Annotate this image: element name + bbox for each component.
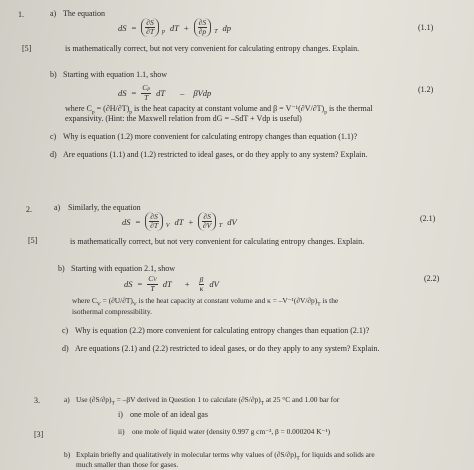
q2-c-label: c): [62, 326, 69, 335]
q2-d-text: Are equations (2.1) and (2.2) restricted to ideal gases, or do they apply to any system? Explain.: [75, 344, 380, 353]
partial-derivative: $\frac{\partial S}{\partial p}$: [194, 18, 212, 37]
q1-a-text2: is mathematically correct, but not very convenient for calculating entropy changes. Explain.: [65, 44, 360, 53]
q2-d-label: d): [62, 344, 69, 353]
eq-number-1-2: (1.2): [418, 85, 434, 94]
q2-b-label: b): [58, 264, 65, 273]
q2-b-where-line2: isothermal compressibility.: [72, 307, 152, 316]
q1-a-label: a): [50, 9, 57, 18]
equation-2-1: dS = $\frac{\partial S}{\partial T}$ V dT + $\frac{\partial S}{\partial V}$ T dV: [122, 212, 237, 230]
eq-number-1-1: (1.1): [418, 23, 434, 32]
question-1-number: 1.: [18, 10, 24, 19]
q1-c-label: c): [50, 132, 57, 141]
eq-number-2-2: (2.2): [424, 274, 440, 283]
q2-a-text2: is mathematically correct, but not very convenient for calculating entropy changes. Explain.: [70, 237, 365, 246]
q3-ii-label: ii): [118, 427, 125, 436]
q3-i-text: one mole of an ideal gas: [130, 410, 208, 419]
q2-a-label: a): [54, 203, 61, 212]
q1-c-text: Why is equation (1.2) more convenient for calculating entropy changes than equation (1.1)?: [63, 132, 358, 141]
q1-marks: [5]: [22, 44, 32, 53]
q1-b-where-line1: where $C_p = (\partial H/\partial T)_p$ is the heat capacity at constant volume and $\beta = V^{-1}(\partial V/\partial T)_p$ is the thermal: [65, 104, 373, 116]
q3-b-text-line1: Explain briefly and qualitatively in molecular terms why values of $(\partial S/\partial p)_T$ for liquids and solids are: [76, 450, 375, 462]
q2-b-text: Starting with equation 2.1, show: [71, 264, 175, 273]
q2-a-text: Similarly, the equation: [68, 203, 141, 212]
eq-equals: =: [131, 22, 137, 33]
eq-number-2-1: (2.1): [420, 214, 436, 223]
equation-1-2: dS = $\frac{Cp}{T}$ dT – βVdp: [118, 83, 212, 102]
q1-b-label: b): [50, 70, 57, 79]
equation-1-1: dS = $\frac{\partial S}{\partial T}$ p dT + $\frac{\partial S}{\partial p}$ T dp: [118, 18, 232, 36]
partial-derivative: $\frac{\partial S}{\partial T}$: [145, 212, 163, 231]
q1-d-label: d): [50, 150, 57, 159]
q3-i-label: i): [118, 410, 123, 419]
q2-b-where-line1: where $C_V = (\partial U/\partial T)_V$ is the heat capacity at constant volume and $\kappa = -V^{-1}(\partial V/\partial p)_T$ is the: [72, 296, 339, 308]
q3-ii-text: one mole of liquid water (density 0.997 g cm⁻³, β = 0.000204 K⁻¹): [132, 427, 331, 436]
q3-b-label: b): [64, 450, 71, 459]
eq-lhs: dS: [118, 22, 127, 33]
q1-b-where-line2: expansivity. (Hint: the Maxwell relation from dG = –SdT + Vdp is useful): [65, 114, 302, 123]
q1-d-text: Are equations (1.1) and (1.2) restricted to ideal gases, or do they apply to any system? Explain.: [63, 150, 368, 159]
q1-a-text: The equation: [63, 9, 105, 18]
q3-marks: [3]: [34, 430, 44, 439]
q2-c-text: Why is equation (2.2) more convenient for calculating entropy changes than equation (2.1)?: [75, 326, 370, 335]
q3-b-text-line2: much smaller than those for gases.: [76, 460, 179, 469]
q3-a-text: Use $(\partial S/\partial p)_T = -\beta V$ derived in Question 1 to calculate $(\partial S/\partial p)_T$ at 25 °C and 1.00 bar for: [76, 395, 340, 407]
partial-derivative: $\frac{\partial S}{\partial V}$: [198, 212, 216, 231]
q3-a-label: a): [64, 395, 70, 404]
q1-b-text: Starting with equation 1.1, show: [63, 70, 167, 79]
partial-derivative: $\frac{\partial S}{\partial T}$: [141, 18, 159, 37]
equation-2-2: dS = $\frac{CV}{T}$ dT + $\frac{\beta}{\kappa}$ dV: [124, 274, 219, 293]
question-2-number: 2.: [26, 205, 32, 214]
question-3-number: 3.: [34, 396, 40, 405]
q2-marks: [5]: [28, 236, 38, 245]
